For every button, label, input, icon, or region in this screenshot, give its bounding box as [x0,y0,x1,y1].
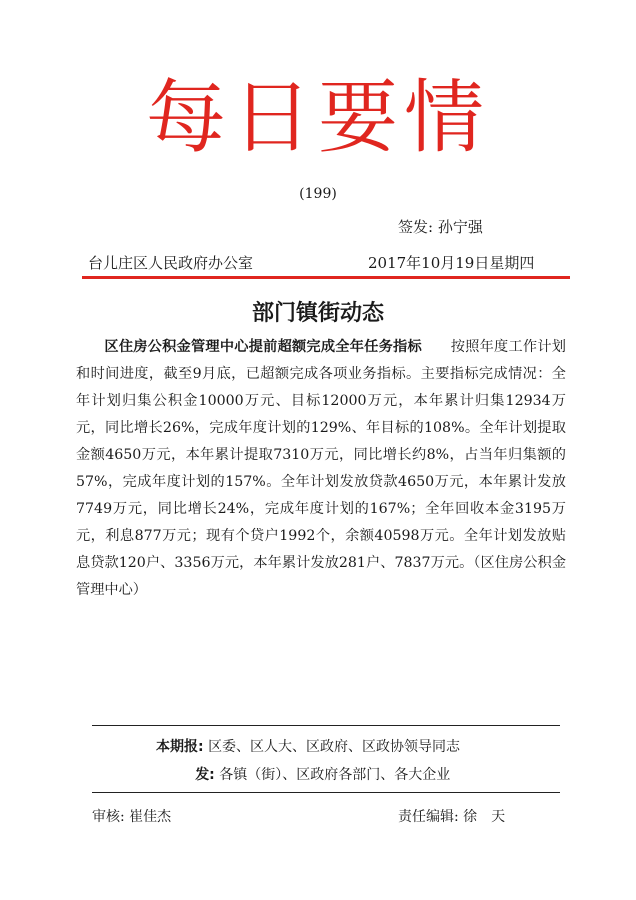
send-to-label: 发: [195,767,215,783]
article [76,334,566,604]
red-header-rule [82,276,570,279]
issue-date: 2017年10月19日星期四 [368,254,535,272]
issue-number: (199) [299,186,337,202]
reviewer: 审核: 崔佳杰 [92,809,172,825]
send-to-line [156,764,450,784]
section-title: 部门镇街动态 [251,301,384,326]
signer: 签发: 孙宁强 [398,218,483,236]
report-to-value: 区委、区人大、区政府、区政协领导同志 [208,739,461,755]
distribution-bottom-rule [92,792,560,793]
report-to-line [156,736,460,756]
masthead-title: 每日要情 [146,71,490,164]
report-to-label: 本期报: [156,739,204,755]
responsible-editor: 责任编辑: 徐 天 [398,809,506,825]
send-to-value: 各镇（街）、区政府各部门、各大企业 [219,767,451,783]
article-body: 按照年度工作计划和时间进度，截至9月底，已超额完成各项业务指标。主要指标完成情况：全年计划归集公积金10000万元、目标12000万元，本年累计归集12934万元，同比增长26%，完成年度计划的129%、年目标的108%。全年计划提取金额4650万元，本年累计提取7310万元，同比增长约8%，占当年归集额的57%，完成年度计划的157%。全年计划发放贷款4650万元，本年累计发放7749万元，同比增长24%，完成年度计划的167%；全年回收本金3195万元，利息877万元；现有个贷户1992个，余额40598万元。全年计划发放贴息贷款120户、3356万元，本年累计发放281户、7837万元。 [76,339,566,571]
distribution-top-rule [92,725,560,726]
article-headline: 区住房公积金管理中心提前超额完成全年任务指标 [104,339,422,355]
issuing-office: 台儿庄区人民政府办公室 [88,254,254,272]
article-source: （区住房公积金管理中心） [76,555,567,598]
